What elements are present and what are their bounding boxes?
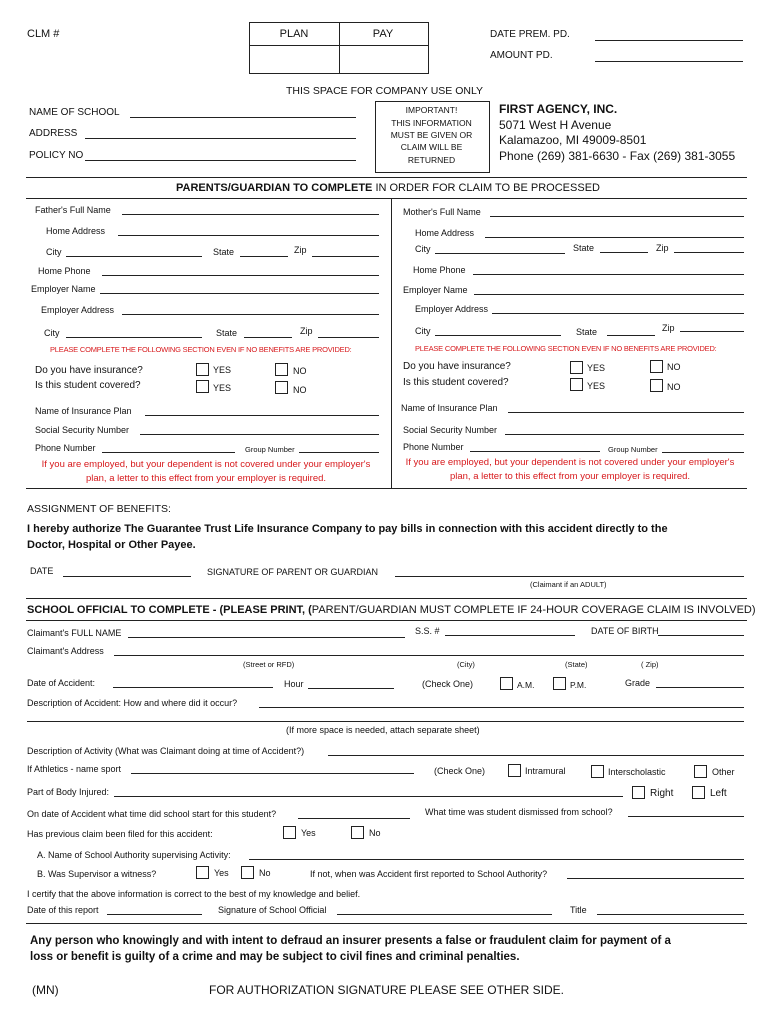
father-insurance-plan-field[interactable] — [145, 415, 379, 416]
father-home-address-field[interactable] — [118, 235, 379, 236]
grade-label: Grade — [625, 678, 651, 688]
pm-label: P.M. — [570, 680, 587, 690]
pay-label: PAY — [372, 28, 394, 40]
body-part-field[interactable] — [114, 796, 623, 797]
authority-name-field[interactable] — [249, 859, 744, 860]
father-employer-name-field[interactable] — [100, 293, 379, 294]
school-name-field[interactable] — [130, 117, 356, 118]
mother-employer-name-field[interactable] — [474, 294, 744, 295]
mother-phone-label: Phone Number — [403, 442, 464, 452]
reported-field[interactable] — [567, 878, 744, 879]
mother-employed-note: plan, a letter to this effect from your employer is required. — [449, 471, 691, 482]
mother-city-field[interactable] — [435, 253, 565, 254]
assignment-heading: ASSIGNMENT OF BENEFITS: — [27, 503, 171, 515]
mother-state-field[interactable] — [600, 252, 648, 253]
mother-emp-state-field[interactable] — [607, 335, 655, 336]
mother-state-label: State — [573, 243, 595, 253]
school-address-label: ADDRESS — [29, 128, 78, 139]
father-name-field[interactable] — [122, 214, 379, 215]
important-line: MUST BE GIVEN OR — [390, 130, 473, 140]
witness-no-checkbox[interactable] — [241, 866, 254, 879]
date-report-field[interactable] — [107, 914, 202, 915]
body-part-label: Part of Body Injured: — [27, 787, 110, 797]
divider — [26, 177, 747, 178]
check-one-label: (Check One) — [434, 766, 486, 776]
previous-claim-yes-checkbox[interactable] — [283, 826, 296, 839]
claimant-address-field[interactable] — [114, 655, 744, 656]
father-employed-note: plan, a letter to this effect from your employer is required. — [85, 473, 327, 484]
no-label: NO — [293, 385, 307, 395]
am-checkbox[interactable] — [500, 677, 513, 690]
parent-signature-field[interactable] — [395, 576, 744, 577]
father-emp-zip-label: Zip — [300, 326, 313, 336]
claimant-adult-label: (Claimant if an ADULT) — [530, 580, 607, 589]
date-accident-label: Date of Accident: — [27, 678, 96, 688]
mother-employer-name-label: Employer Name — [403, 285, 468, 295]
father-city-label: City — [46, 247, 62, 257]
left-checkbox[interactable] — [692, 786, 705, 799]
father-state-field[interactable] — [240, 256, 288, 257]
yes-label: YES — [213, 365, 232, 375]
school-address-field[interactable] — [85, 138, 356, 139]
title-field[interactable] — [597, 914, 744, 915]
mother-emp-zip-label: Zip — [662, 323, 675, 333]
dismissed-label: What time was student dismissed from school? — [425, 807, 613, 817]
father-employer-address-label: Employer Address — [41, 305, 115, 315]
mother-have-insurance-label: Do you have insurance? — [403, 361, 511, 372]
father-insurance-no-checkbox[interactable] — [275, 363, 288, 376]
city-label: (City) — [457, 660, 475, 669]
previous-claim-label: Has previous claim been filed for this accident: — [27, 829, 213, 839]
date-prem-field[interactable] — [595, 40, 743, 41]
father-student-covered-label: Is this student covered? — [35, 380, 141, 391]
claimant-name-label: Claimant's FULL NAME — [27, 628, 122, 638]
mother-group-label: Group Number — [608, 445, 658, 454]
certify-statement: I certify that the above information is correct to the best of my knowledge and belief. — [27, 889, 361, 899]
mother-home-phone-label: Home Phone — [413, 265, 466, 275]
amount-pd-label: AMOUNT PD. — [490, 50, 553, 61]
description-accident-field-2[interactable] — [27, 721, 744, 722]
agency-name: FIRST AGENCY, INC. — [499, 102, 618, 116]
father-name-label: Father's Full Name — [35, 205, 111, 215]
date-report-label: Date of this report — [27, 905, 99, 915]
mother-emp-city-label: City — [415, 326, 431, 336]
dismissed-field[interactable] — [628, 816, 744, 817]
parent-signature-label: SIGNATURE OF PARENT OR GUARDIAN — [207, 567, 379, 577]
policy-no-field[interactable] — [85, 160, 356, 161]
important-line: THIS INFORMATION — [391, 118, 472, 128]
father-city-field[interactable] — [66, 256, 202, 257]
father-home-phone-label: Home Phone — [38, 266, 91, 276]
clm-label: CLM # — [27, 28, 60, 40]
mother-home-address-label: Home Address — [415, 228, 475, 238]
agency-phone: Phone (269) 381-6630 - Fax (269) 381-3055 — [499, 149, 736, 163]
no-label: No — [369, 828, 381, 838]
mother-complete-notice: PLEASE COMPLETE THE FOLLOWING SECTION EVEN IF NO BENEFITS ARE PROVIDED: — [415, 344, 717, 353]
interscholastic-label: Interscholastic — [608, 767, 666, 777]
important-line: IMPORTANT! — [405, 105, 458, 115]
amount-pd-field[interactable] — [595, 61, 743, 62]
assignment-text: I hereby authorize The Guarantee Trust Life Insurance Company to pay bills in connection with this accident directly to the — [27, 523, 668, 535]
mother-insurance-no-checkbox[interactable] — [650, 360, 663, 373]
fraud-warning: Any person who knowingly and with intent to defraud an insurer presents a false or fraudulent claim for payment of a — [30, 935, 671, 947]
witness-yes-checkbox[interactable] — [196, 866, 209, 879]
description-accident-field[interactable] — [259, 707, 744, 708]
mother-phone-field[interactable] — [470, 451, 600, 452]
mother-covered-no-checkbox[interactable] — [650, 379, 663, 392]
mother-emp-city-field[interactable] — [435, 335, 561, 336]
company-use-label: THIS SPACE FOR COMPANY USE ONLY — [286, 85, 484, 97]
father-insurance-yes-checkbox[interactable] — [196, 363, 209, 376]
mother-ssn-field[interactable] — [505, 434, 744, 435]
father-home-address-label: Home Address — [46, 226, 106, 236]
pm-checkbox[interactable] — [553, 677, 566, 690]
father-ssn-field[interactable] — [140, 434, 379, 435]
no-label: NO — [667, 362, 681, 372]
father-emp-city-label: City — [44, 328, 60, 338]
ss-label: S.S. # — [415, 626, 440, 636]
father-group-label: Group Number — [245, 445, 295, 454]
other-label: Other — [712, 767, 735, 777]
official-heading: SCHOOL OFFICIAL TO COMPLETE - (PLEASE PRINT, (PARENT/GUARDIAN MUST COMPLETE IF 24-HOUR COVERAGE CLAIM IS INVOLVED) — [27, 604, 756, 616]
divider — [26, 488, 747, 489]
yes-label: YES — [587, 363, 606, 373]
previous-claim-no-checkbox[interactable] — [351, 826, 364, 839]
father-emp-state-label: State — [216, 328, 238, 338]
yes-label: YES — [587, 381, 606, 391]
mother-home-phone-field[interactable] — [473, 274, 744, 275]
school-name-label: NAME OF SCHOOL — [29, 107, 120, 118]
mother-employer-address-field[interactable] — [492, 313, 744, 314]
father-emp-city-field[interactable] — [66, 337, 202, 338]
mother-ssn-label: Social Security Number — [403, 425, 498, 435]
father-phone-field[interactable] — [102, 452, 235, 453]
box-divider — [249, 45, 428, 46]
father-group-field[interactable] — [299, 452, 379, 453]
right-label: Right — [650, 788, 674, 799]
yes-label: Yes — [301, 828, 316, 838]
title-label: Title — [570, 905, 587, 915]
mother-insurance-yes-checkbox[interactable] — [570, 361, 583, 374]
description-accident-label: Description of Accident: How and where did it occur? — [27, 698, 238, 708]
description-activity-field[interactable] — [328, 755, 744, 756]
father-zip-field[interactable] — [312, 256, 379, 257]
father-covered-yes-checkbox[interactable] — [196, 380, 209, 393]
more-space-label: (If more space is needed, attach separate sheet) — [286, 725, 480, 735]
interscholastic-checkbox[interactable] — [591, 765, 604, 778]
father-ssn-label: Social Security Number — [35, 425, 130, 435]
plan-field[interactable] — [251, 47, 337, 71]
mother-name-field[interactable] — [490, 216, 744, 217]
supervisor-witness-label: B. Was Supervisor a witness? — [37, 869, 157, 879]
form-code: (MN) — [32, 983, 59, 997]
date-accident-field[interactable] — [113, 687, 273, 688]
plan-label: PLAN — [279, 28, 309, 40]
state-label: (State) — [565, 660, 588, 669]
signature-official-field[interactable] — [337, 914, 552, 915]
yes-label: Yes — [214, 868, 229, 878]
divider — [26, 923, 747, 924]
important-line: RETURNED — [407, 155, 456, 165]
hour-field[interactable] — [308, 688, 394, 689]
am-label: A.M. — [517, 680, 535, 690]
date-prem-label: DATE PREM. PD. — [490, 29, 570, 40]
mother-insurance-plan-field[interactable] — [508, 412, 744, 413]
father-home-phone-field[interactable] — [102, 275, 379, 276]
mother-employer-address-label: Employer Address — [415, 304, 489, 314]
intramural-label: Intramural — [525, 766, 566, 776]
father-insurance-plan-label: Name of Insurance Plan — [35, 406, 132, 416]
assignment-date-field[interactable] — [63, 576, 191, 577]
parents-heading: PARENTS/GUARDIAN TO COMPLETE IN ORDER FOR CLAIM TO BE PROCESSED — [176, 182, 600, 194]
dob-field[interactable] — [658, 635, 744, 636]
no-label: NO — [293, 366, 307, 376]
mother-covered-yes-checkbox[interactable] — [570, 378, 583, 391]
yes-label: YES — [213, 383, 232, 393]
signature-official-label: Signature of School Official — [218, 905, 327, 915]
claimant-name-field[interactable] — [128, 637, 405, 638]
athletics-label: If Athletics - name sport — [27, 764, 122, 774]
no-label: No — [259, 868, 271, 878]
assignment-text: Doctor, Hospital or Other Payee. — [27, 539, 196, 551]
important-line: CLAIM WILL BE — [400, 142, 463, 152]
agency-street: 5071 West H Avenue — [499, 118, 612, 132]
father-state-label: State — [213, 247, 235, 257]
mother-group-field[interactable] — [662, 452, 744, 453]
mother-name-label: Mother's Full Name — [403, 207, 481, 217]
fraud-warning: loss or benefit is guilty of a crime and may be subject to civil fines and criminal penalties. — [30, 951, 520, 963]
hour-label: Hour — [284, 679, 304, 689]
agency-city: Kalamazoo, MI 49009-8501 — [499, 133, 647, 147]
assignment-date-label: DATE — [30, 566, 54, 576]
mother-emp-zip-field[interactable] — [680, 331, 744, 332]
check-one-label: (Check One) — [422, 679, 474, 689]
zip-label: ( Zip) — [641, 660, 659, 669]
authority-name-label: A. Name of School Authority supervising Activity: — [37, 850, 231, 860]
father-complete-notice: PLEASE COMPLETE THE FOLLOWING SECTION EVEN IF NO BENEFITS ARE PROVIDED: — [50, 345, 352, 354]
grade-field[interactable] — [656, 687, 744, 688]
mother-insurance-plan-label: Name of Insurance Plan — [401, 403, 498, 413]
street-rfd-label: (Street or RFD) — [243, 660, 295, 669]
description-activity-label: Description of Activity (What was Claimant doing at time of Accident?) — [27, 746, 305, 756]
father-employer-name-label: Employer Name — [31, 284, 96, 294]
reported-label: If not, when was Accident first reported to School Authority? — [310, 869, 548, 879]
ss-field[interactable] — [445, 635, 575, 636]
see-other-side: FOR AUTHORIZATION SIGNATURE PLEASE SEE OTHER SIDE. — [209, 983, 564, 997]
pay-field[interactable] — [341, 47, 426, 71]
other-checkbox[interactable] — [694, 765, 707, 778]
athletics-field[interactable] — [131, 773, 414, 774]
divider — [26, 620, 747, 621]
father-employer-address-field[interactable] — [122, 314, 379, 315]
father-employed-note: If you are employed, but your dependent is not covered under your employer's — [41, 459, 371, 470]
father-emp-zip-field[interactable] — [318, 337, 379, 338]
father-phone-label: Phone Number — [35, 443, 96, 453]
school-start-field[interactable] — [298, 818, 410, 819]
father-emp-state-field[interactable] — [244, 337, 292, 338]
mother-zip-field[interactable] — [674, 252, 744, 253]
mother-zip-label: Zip — [656, 243, 669, 253]
divider — [26, 598, 747, 599]
column-divider — [391, 198, 392, 488]
mother-emp-state-label: State — [576, 327, 598, 337]
policy-no-label: POLICY NO — [29, 150, 84, 161]
mother-employed-note: If you are employed, but your dependent is not covered under your employer's — [405, 457, 735, 468]
divider — [26, 198, 747, 199]
father-covered-no-checkbox[interactable] — [275, 381, 288, 394]
father-have-insurance-label: Do you have insurance? — [35, 365, 143, 376]
mother-student-covered-label: Is this student covered? — [403, 377, 509, 388]
father-zip-label: Zip — [294, 245, 307, 255]
left-label: Left — [710, 788, 727, 799]
no-label: NO — [667, 382, 681, 392]
right-checkbox[interactable] — [632, 786, 645, 799]
claimant-address-label: Claimant's Address — [27, 646, 104, 656]
mother-city-label: City — [415, 244, 431, 254]
school-start-label: On date of Accident what time did school start for this student? — [27, 809, 277, 819]
mother-home-address-field[interactable] — [485, 237, 744, 238]
dob-label: DATE OF BIRTH — [591, 626, 659, 636]
intramural-checkbox[interactable] — [508, 764, 521, 777]
